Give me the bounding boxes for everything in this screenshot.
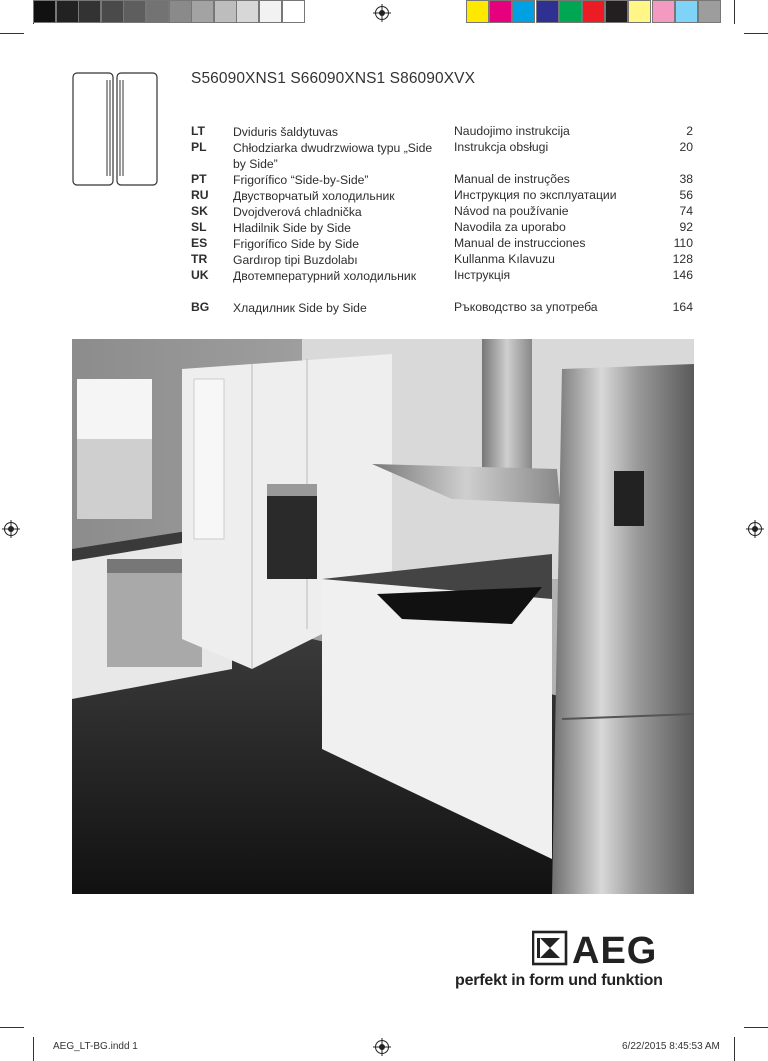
page-number: 20 (679, 140, 693, 154)
calibration-swatch (698, 0, 721, 23)
page-number: 128 (672, 252, 693, 266)
page-number: 164 (672, 300, 693, 314)
language-index-table (191, 124, 693, 316)
page-number: 92 (679, 220, 693, 234)
product-name: Chłodziarka dwudrzwiowa typu „Side by Side” (233, 141, 433, 171)
page-number: 56 (679, 188, 693, 202)
language-row (191, 204, 693, 220)
manual-title: Návod na používanie (454, 204, 569, 218)
crop-mark (0, 1027, 24, 1028)
page-number: 74 (679, 204, 693, 218)
language-row (191, 300, 693, 316)
calibration-swatch (191, 0, 214, 23)
calibration-swatch (466, 0, 489, 23)
language-row (191, 252, 693, 268)
page-number: 146 (672, 268, 693, 282)
model-numbers-title: S56090XNS1 S66090XNS1 S86090XVX (191, 70, 476, 87)
manual-title: Naudojimo instrukcija (454, 124, 570, 138)
footer-datetime: 6/22/2015 8:45:53 AM (622, 1041, 720, 1052)
crop-mark (744, 33, 768, 34)
footer-filename: AEG_LT-BG.indd 1 (53, 1041, 138, 1052)
product-name: Dviduris šaldytuvas (233, 125, 338, 139)
calibration-swatch (236, 0, 259, 23)
calibration-swatch (559, 0, 582, 23)
crop-mark (0, 33, 24, 34)
language-row (191, 124, 693, 140)
calibration-swatch (605, 0, 628, 23)
crop-mark (734, 1037, 735, 1061)
registration-mark-icon (373, 4, 391, 22)
calibration-swatch (582, 0, 605, 23)
calibration-swatch (652, 0, 675, 23)
side-by-side-fridge-icon (72, 72, 158, 186)
calibration-swatch (489, 0, 512, 23)
calibration-swatch (146, 0, 169, 23)
language-row (191, 268, 693, 300)
language-row (191, 236, 693, 252)
language-code: SL (191, 220, 207, 234)
language-row (191, 140, 693, 172)
brand-tagline: perfekt in form und funktion (455, 972, 663, 989)
registration-mark-icon (2, 520, 20, 538)
manual-title: Navodila za uporabo (454, 220, 566, 234)
manual-title: Instrukcja obsługi (454, 140, 549, 154)
manual-title: Инструкция по эксплуатации (454, 188, 617, 202)
language-code: ES (191, 236, 208, 250)
language-code: RU (191, 188, 209, 202)
calibration-swatch (282, 0, 305, 23)
product-name: Frigorífico “Side-by-Side” (233, 173, 369, 187)
manual-title: Manual de instruções (454, 172, 570, 186)
language-code: UK (191, 268, 209, 282)
page-number: 2 (686, 124, 693, 138)
calibration-swatch (78, 0, 101, 23)
language-code: BG (191, 300, 210, 314)
language-row (191, 220, 693, 236)
page-number: 38 (679, 172, 693, 186)
calibration-swatch (123, 0, 146, 23)
calibration-swatch (169, 0, 192, 23)
calibration-swatch (536, 0, 559, 23)
calibration-swatch (628, 0, 651, 23)
crop-mark (744, 1027, 768, 1028)
registration-mark-icon (373, 1038, 391, 1056)
product-name: Frigorífico Side by Side (233, 237, 359, 251)
registration-mark-icon (746, 520, 764, 538)
language-row (191, 172, 693, 188)
crop-mark (33, 1037, 34, 1061)
calibration-swatch (512, 0, 535, 23)
calibration-swatch (259, 0, 282, 23)
aeg-logo-text: AEG (572, 930, 658, 966)
product-name: Хладилник Side by Side (233, 301, 367, 315)
language-code: PT (191, 172, 207, 186)
calibration-swatch (33, 0, 56, 23)
language-code: PL (191, 140, 207, 154)
language-code: LT (191, 124, 205, 138)
manual-title: Kullanma Kılavuzu (454, 252, 555, 266)
language-code: SK (191, 204, 208, 218)
product-name: Двустворчатый холодильник (233, 189, 395, 203)
manual-title: Manual de instrucciones (454, 236, 586, 250)
manual-title: Ръководство за употреба (454, 300, 598, 314)
grayscale-calibration-bar (33, 0, 304, 23)
kitchen-photo (72, 339, 694, 894)
page-number: 110 (673, 236, 693, 250)
language-row (191, 188, 693, 204)
product-name: Двотемпературний холодильник (233, 269, 417, 283)
color-calibration-bar (466, 0, 722, 23)
product-name: Hladilnik Side by Side (233, 221, 351, 235)
aeg-logo (532, 930, 694, 966)
calibration-swatch (675, 0, 698, 23)
manual-title: Інструкція (454, 268, 511, 282)
product-name: Gardırop tipi Buzdolabı (233, 253, 358, 267)
product-name: Dvojdverová chladnička (233, 205, 362, 219)
calibration-swatch (214, 0, 237, 23)
language-code: TR (191, 252, 208, 266)
calibration-swatch (56, 0, 79, 23)
crop-mark (734, 0, 735, 24)
calibration-swatch (101, 0, 124, 23)
